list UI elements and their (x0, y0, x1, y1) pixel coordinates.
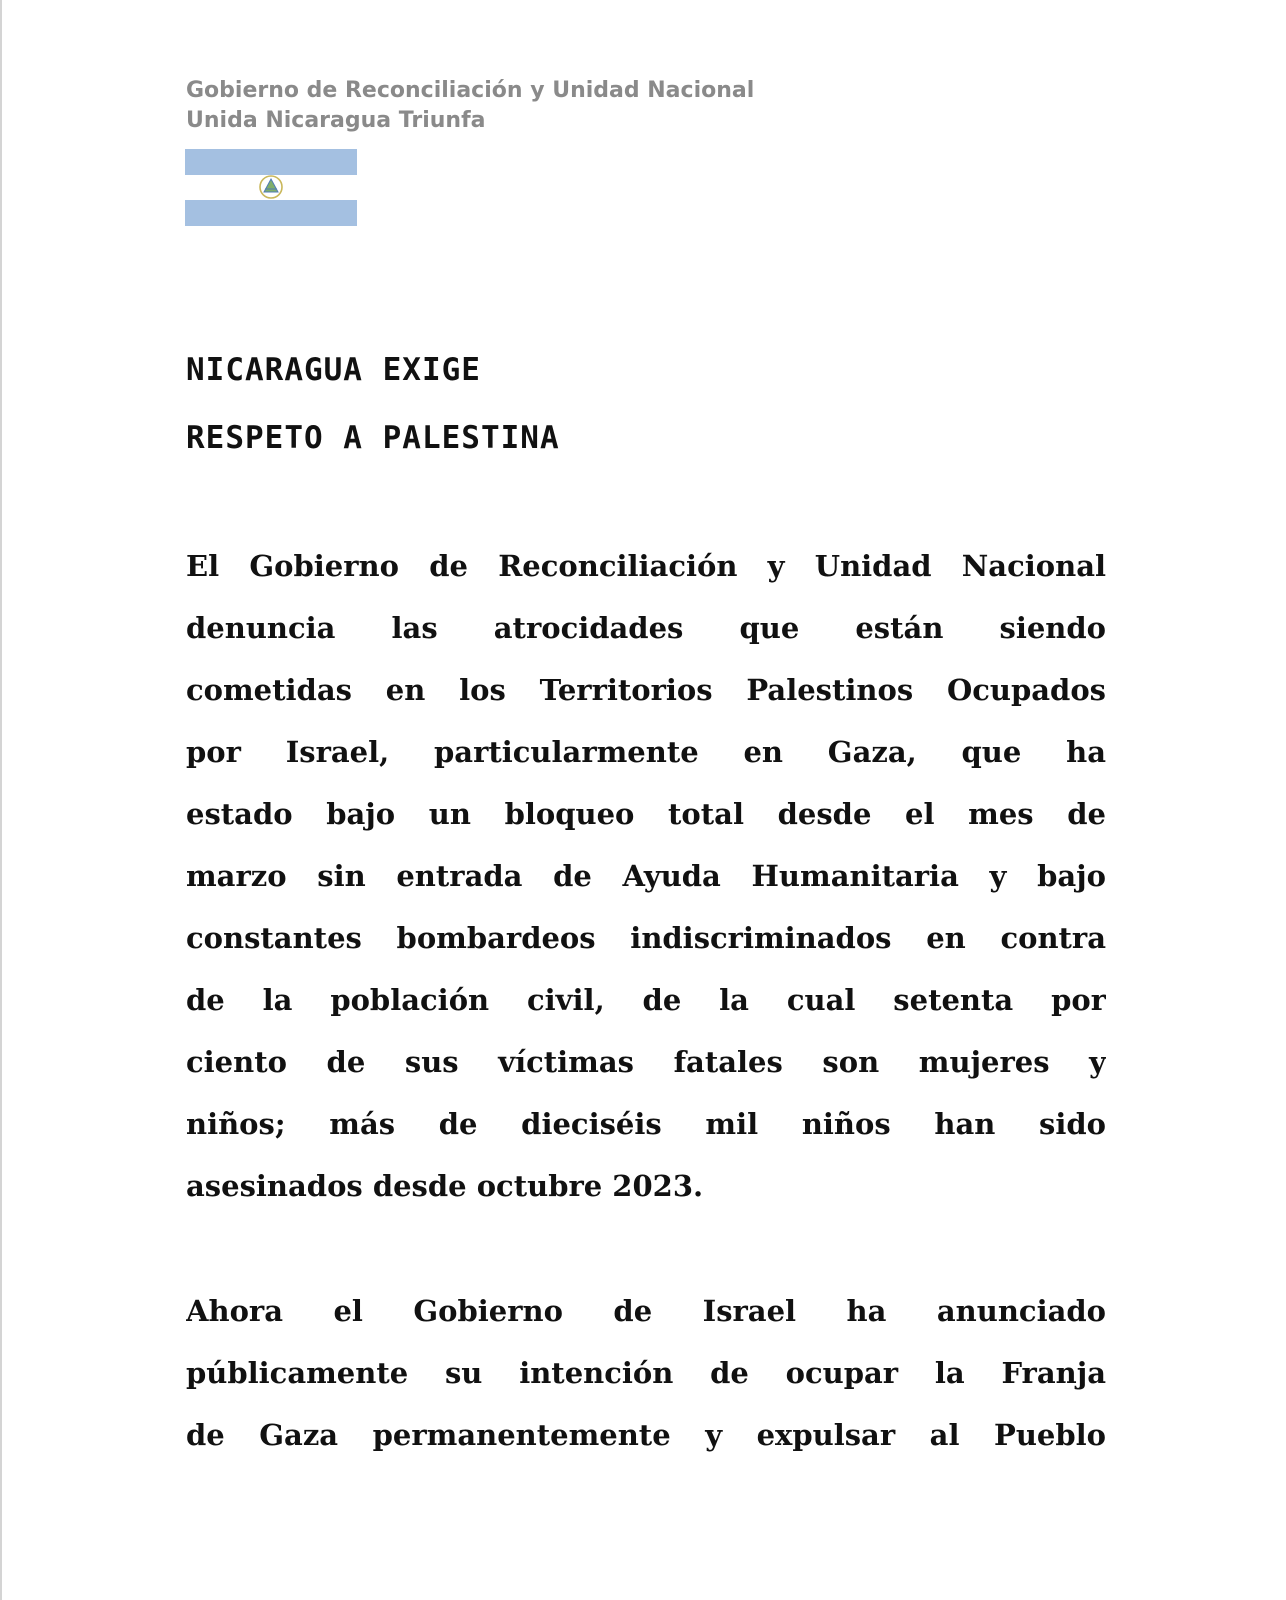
coat-of-arms-icon (257, 173, 285, 201)
paragraph-line: constantes bombardeos indiscriminados en contra (186, 921, 1106, 955)
paragraph-line: por Israel, particularmente en Gaza, que ha (186, 735, 1106, 769)
paragraph-line: Ahora el Gobierno de Israel ha anunciado (186, 1294, 1106, 1328)
paragraph-line: cometidas en los Territorios Palestinos Ocupados (186, 673, 1106, 707)
flag-top-band (185, 149, 357, 175)
paragraph-2 (186, 1280, 1106, 1466)
letterhead-government-name: Gobierno de Reconciliación y Unidad Nacional (186, 78, 755, 103)
document-title-line-2: RESPETO A PALESTINA (186, 420, 560, 456)
letterhead (186, 76, 754, 136)
paragraph-1 (186, 535, 1106, 1217)
paragraph-line: denuncia las atrocidades que están siendo (186, 611, 1106, 645)
nicaragua-flag-icon (185, 149, 357, 226)
paragraph-line: estado bajo un bloqueo total desde el mes de (186, 797, 1106, 831)
paragraph-line: asesinados desde octubre 2023. (186, 1169, 704, 1203)
paragraph-line: públicamente su intención de ocupar la Franja (186, 1356, 1106, 1390)
document-title-line-1: NICARAGUA EXIGE (186, 352, 481, 388)
paragraph-line: niños; más de dieciséis mil niños han sido (186, 1107, 1106, 1141)
paragraph-line: ciento de sus víctimas fatales son mujeres y (186, 1045, 1106, 1079)
letterhead-slogan: Unida Nicaragua Triunfa (186, 108, 486, 133)
paragraph-line: El Gobierno de Reconciliación y Unidad Nacional (186, 549, 1106, 583)
paragraph-line: de la población civil, de la cual setenta por (186, 983, 1106, 1017)
paragraph-line: de Gaza permanentemente y expulsar al Pueblo (186, 1418, 1106, 1452)
paragraph-line: marzo sin entrada de Ayuda Humanitaria y bajo (186, 859, 1106, 893)
flag-bottom-band (185, 200, 357, 226)
